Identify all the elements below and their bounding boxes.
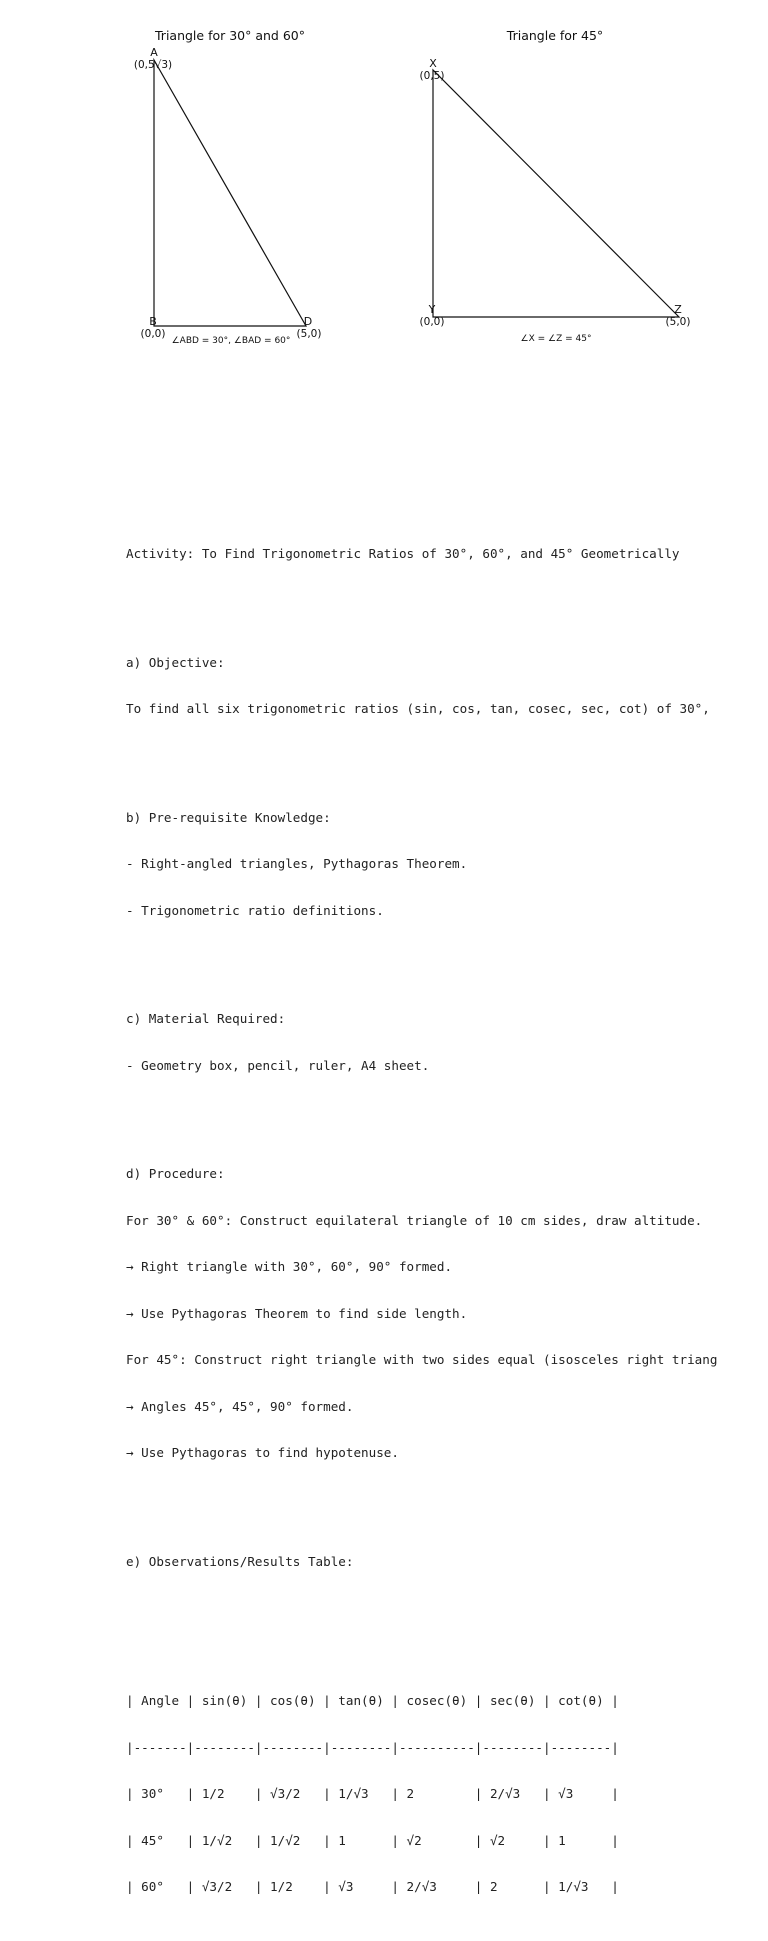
prereq-item: - Right-angled triangles, Pythagoras Theorem. bbox=[126, 856, 468, 871]
triangle-xyz-outline bbox=[433, 70, 679, 317]
material-item: - Geometry box, pencil, ruler, A4 sheet. bbox=[126, 1057, 430, 1073]
material-heading: c) Material Required: bbox=[126, 1011, 286, 1026]
triangle-diagrams bbox=[0, 0, 768, 360]
vertex-y-coordinate: (0,0) bbox=[419, 316, 445, 328]
objective-heading: a) Objective: bbox=[126, 654, 225, 670]
procedure-line: → Right triangle with 30°, 60°, 90° formed. bbox=[126, 1259, 453, 1274]
spacer bbox=[126, 1104, 717, 1120]
spacer bbox=[126, 949, 717, 965]
vertex-b-label: B bbox=[149, 315, 157, 328]
table-row: | 45° | 1/√2 | 1/√2 | 1 | √2 | √2 | 1 | bbox=[126, 1832, 619, 1848]
vertex-a-label: A bbox=[150, 46, 158, 59]
procedure-heading: d) Procedure: bbox=[126, 1166, 225, 1181]
procedure-line: → Use Pythagoras Theorem to find side length. bbox=[126, 1305, 468, 1321]
spacer bbox=[126, 748, 717, 764]
activity-document bbox=[126, 515, 717, 1941]
vertex-d-coordinate: (5,0) bbox=[296, 328, 322, 340]
procedure-line: For 45°: Construct right triangle with two sides equal (isosceles right triang bbox=[126, 1352, 718, 1367]
activity-heading: Activity: To Find Trigonometric Ratios of 30°, 60°, and 45° Geometrically bbox=[126, 546, 680, 561]
procedure-line: → Angles 45°, 45°, 90° formed. bbox=[126, 1398, 354, 1414]
vertex-b-coordinate: (0,0) bbox=[140, 328, 166, 340]
spacer bbox=[126, 593, 717, 609]
results-heading: e) Observations/Results Table: bbox=[126, 1553, 354, 1569]
vertex-d-label: D bbox=[303, 315, 313, 328]
triangle-abd-outline bbox=[154, 60, 306, 326]
table-row: | 30° | 1/2 | √3/2 | 1/√3 | 2 | 2/√3 | √3 | bbox=[126, 1786, 619, 1801]
results-table bbox=[126, 1662, 717, 1926]
procedure-line: For 30° & 60°: Construct equilateral triangle of 10 cm sides, draw altitude. bbox=[126, 1212, 703, 1228]
vertex-z-label: Z bbox=[674, 303, 682, 316]
spacer bbox=[126, 1600, 717, 1616]
vertex-y-label: Y bbox=[428, 303, 436, 316]
vertex-z-coordinate: (5,0) bbox=[665, 316, 691, 328]
table-separator-row: |-------|--------|--------|--------|----------|--------|--------| bbox=[126, 1739, 619, 1755]
triangle-30-60-caption: ∠ABD = 30°, ∠BAD = 60° bbox=[171, 336, 291, 346]
triangle-45-caption: ∠X = ∠Z = 45° bbox=[520, 334, 592, 344]
triangle-30-60-title: Triangle for 30° and 60° bbox=[155, 28, 305, 43]
prereq-heading: b) Pre-requisite Knowledge: bbox=[126, 809, 331, 825]
vertex-x-label: X bbox=[429, 57, 437, 70]
triangle-45 bbox=[420, 28, 691, 344]
vertex-a-coordinate: (0,5√3) bbox=[133, 59, 173, 71]
objective-text: To find all six trigonometric ratios (sin, cos, tan, cosec, sec, cot) of 30°, bbox=[126, 701, 710, 716]
triangle-45-title: Triangle for 45° bbox=[506, 28, 604, 43]
table-header-row: | Angle | sin(θ) | cos(θ) | tan(θ) | cosec(θ) | sec(θ) | cot(θ) | bbox=[126, 1693, 619, 1708]
procedure-line: → Use Pythagoras to find hypotenuse. bbox=[126, 1445, 399, 1460]
table-row: | 60° | √3/2 | 1/2 | √3 | 2/√3 | 2 | 1/√3 | bbox=[126, 1879, 619, 1894]
triangle-30-60 bbox=[134, 28, 322, 346]
prereq-item: - Trigonometric ratio definitions. bbox=[126, 902, 384, 918]
vertex-x-coordinate: (0,5) bbox=[419, 70, 445, 82]
spacer bbox=[126, 1492, 717, 1508]
